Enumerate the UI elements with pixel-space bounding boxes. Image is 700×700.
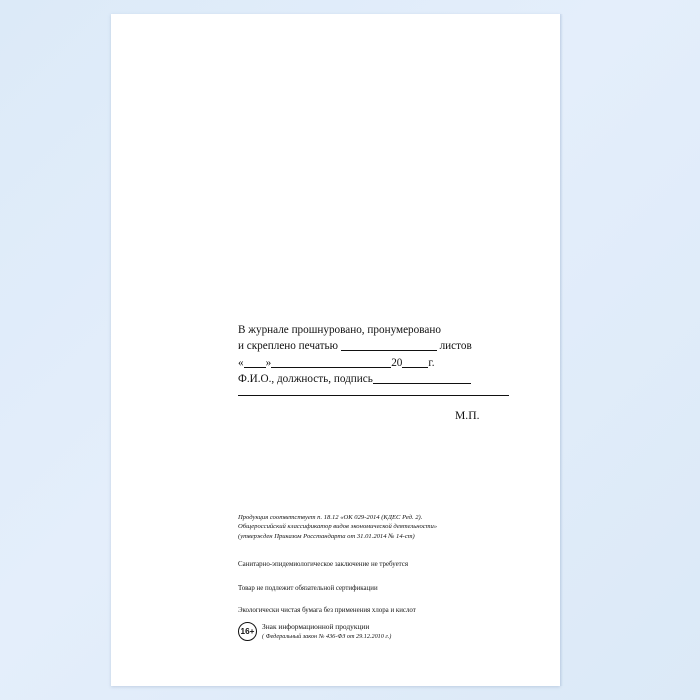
quote-open: « — [238, 356, 244, 369]
seal-month-blank[interactable] — [271, 355, 391, 368]
stamp-place-label: М.П. — [455, 409, 480, 422]
seal-line-2-suffix: листов — [439, 340, 472, 353]
seal-line-3-date — [238, 355, 538, 371]
age-rating-badge: 16+ — [238, 622, 257, 641]
seal-line-2 — [238, 338, 538, 354]
eco-paper-note: Экологически чистая бумага без применения хлора и кислот — [238, 607, 416, 614]
seal-bottom-rule[interactable] — [238, 395, 509, 396]
seal-certification-block — [238, 322, 538, 396]
compliance-line-2: Общероссийский классификатор видов экономической деятельности» — [238, 523, 438, 531]
seal-line-1: В журнале прошнуровано, пронумеровано — [238, 324, 441, 336]
age-rating-title: Знак информационной продукции — [262, 622, 370, 631]
seal-year-blank[interactable] — [402, 355, 428, 368]
compliance-line-3: (утвержден Приказом Росстандарта от 31.01.2014 № 14-ст) — [238, 532, 415, 540]
seal-year-suffix: г. — [428, 356, 435, 369]
quote-close: » — [265, 356, 272, 369]
age-rating-text — [262, 622, 391, 641]
seal-year-prefix: 20 — [391, 356, 403, 369]
seal-line-4-signature — [238, 371, 538, 387]
age-rating-subtitle: ( Федеральный закон № 436-ФЗ от 29.12.2010 г.) — [262, 632, 392, 640]
document-page — [111, 14, 560, 686]
compliance-line-1: Продукция соответствует п. 18.12 «ОК 029-2014 (КДЕС Ред. 2). — [238, 514, 423, 521]
sanitary-note: Санитарно-эпидемиологическое заключение не требуется — [238, 561, 408, 568]
seal-signature-label: Ф.И.О., должность, подпись — [238, 373, 373, 386]
seal-sheets-blank[interactable] — [341, 338, 437, 351]
age-rating-mark — [238, 622, 391, 641]
seal-line-2-text: и скреплено печатью — [238, 340, 338, 353]
compliance-paragraph — [238, 513, 538, 541]
seal-signature-blank[interactable] — [373, 371, 471, 384]
seal-day-blank[interactable] — [244, 355, 266, 368]
certification-note: Товар не подлежит обязательной сертификации — [238, 585, 378, 592]
